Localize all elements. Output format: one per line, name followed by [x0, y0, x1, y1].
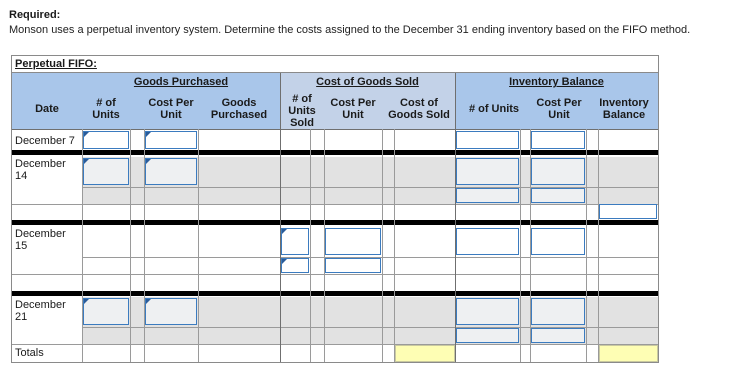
date-december-21-day: 21	[15, 311, 28, 323]
section-inventory-balance: Inventory Balance	[509, 76, 604, 88]
dec14-gp-units-input[interactable]	[83, 158, 129, 185]
dec21-ib-cost-per-unit-input-2[interactable]	[531, 328, 585, 343]
section-cost-of-goods-sold: Cost of Goods Sold	[316, 76, 419, 88]
dec14-ib-cost-per-unit-input-1[interactable]	[531, 158, 585, 185]
col-line	[520, 129, 521, 362]
dec21-gp-units-input[interactable]	[83, 298, 129, 325]
dec15-ib-units-input[interactable]	[456, 228, 519, 255]
header-cogs-cost-per-unit: Cost Per Unit	[330, 97, 376, 121]
table-caption: Perpetual FIFO:	[15, 58, 97, 70]
row-line	[12, 274, 658, 275]
total-cost-of-goods-sold[interactable]	[395, 345, 455, 362]
section-goods-purchased: Goods Purchased	[133, 76, 229, 88]
col-line	[586, 129, 587, 362]
dec15-cogs-units-sold-input-1[interactable]	[281, 228, 309, 255]
dec21-gp-cost-per-unit-input[interactable]	[145, 298, 197, 325]
dec21-ib-cost-per-unit-input-1[interactable]	[531, 298, 585, 325]
dec15-ib-cost-per-unit-input[interactable]	[531, 228, 585, 255]
col-line	[198, 129, 199, 362]
dec7-gp-units-input[interactable]	[83, 131, 129, 149]
date-december-21: December	[15, 299, 66, 311]
header-date: Date	[35, 103, 59, 115]
dec14-ib-units-input-2[interactable]	[456, 188, 519, 203]
col-line	[382, 129, 383, 362]
date-totals: Totals	[15, 347, 44, 359]
dec21-ib-units-input-2[interactable]	[456, 328, 519, 343]
date-december-15-day: 15	[15, 240, 28, 252]
dec7-ib-cost-per-unit-input[interactable]	[531, 131, 585, 149]
required-text: Monson uses a perpetual inventory system. Determine the costs assigned to the December 31 ending inventory based on the FIFO method.	[9, 24, 691, 36]
dec14-gp-cost-per-unit-input[interactable]	[145, 158, 197, 185]
col-line	[598, 129, 599, 362]
row-line	[12, 204, 658, 205]
col-line	[130, 129, 131, 362]
dec7-gp-cost-per-unit-input[interactable]	[145, 131, 197, 149]
header-ib-cost-per-unit: Cost Per Unit	[536, 97, 582, 121]
header-divider	[12, 129, 658, 130]
header-cogs-cost-of-goods-sold: Cost of Goods Sold	[388, 97, 450, 121]
header-ib-inventory-balance: Inventory Balance	[599, 97, 649, 121]
date-december-14-day: 14	[15, 170, 28, 182]
row-separator	[12, 220, 658, 225]
caption-row	[12, 56, 658, 73]
date-december-14: December	[15, 158, 66, 170]
dec15-cogs-cost-per-unit-input-2[interactable]	[325, 258, 381, 273]
dec14-ib-balance-total[interactable]	[599, 204, 657, 219]
row-separator	[12, 150, 658, 155]
perpetual-fifo-table	[11, 55, 659, 363]
dec15-cogs-cost-per-unit-input-1[interactable]	[325, 228, 381, 255]
dec21-ib-units-input-1[interactable]	[456, 298, 519, 325]
dec7-ib-units-input[interactable]	[456, 131, 519, 149]
dec14-ib-cost-per-unit-input-2[interactable]	[531, 188, 585, 203]
date-december-7: December 7	[15, 135, 75, 147]
row-separator	[12, 291, 658, 296]
dec15-cogs-units-sold-input-2[interactable]	[281, 258, 309, 273]
required-title: Required:	[9, 9, 61, 21]
dec14-ib-units-input-1[interactable]	[456, 158, 519, 185]
header-gp-cost-per-unit: Cost Per Unit	[148, 97, 194, 121]
col-line	[310, 129, 311, 362]
col-line	[394, 129, 395, 362]
header-cogs-units-sold: # of Units Sold	[288, 93, 316, 129]
row-line	[12, 344, 658, 345]
col-line	[280, 73, 281, 362]
header-gp-goods-purchased: Goods Purchased	[210, 97, 268, 121]
header-ib-units: # of Units	[468, 103, 520, 115]
header-gp-units: # of Units	[92, 97, 120, 121]
date-december-15: December	[15, 228, 66, 240]
total-inventory-balance[interactable]	[599, 345, 658, 362]
